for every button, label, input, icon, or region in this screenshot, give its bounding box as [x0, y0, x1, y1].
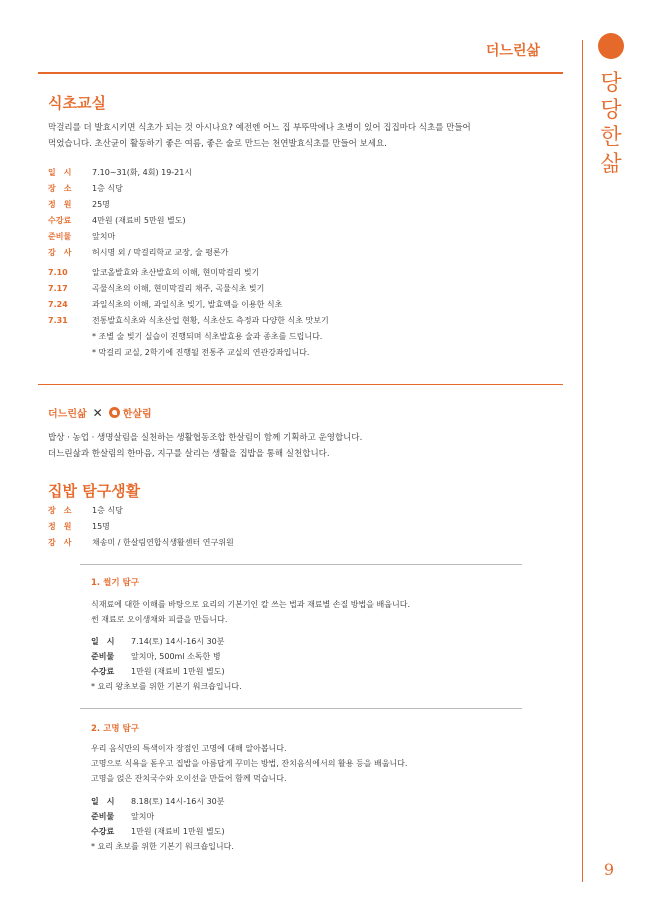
info-value: 4만원 (재료비 5만원 별도): [92, 216, 186, 225]
schedule-desc: 과일식초의 이해, 과일식초 빚기, 발효액을 이용한 식초: [92, 300, 283, 309]
info-key: 준비물: [48, 232, 72, 241]
schedule-note: [48, 329, 329, 345]
side-dot-icon: [598, 33, 624, 59]
session-info: [91, 634, 242, 694]
schedule-desc: * 조별 술 빚기 실습이 진행되며 식초발효용 술과 종초를 드립니다.: [92, 332, 323, 341]
info-value: 앞치마: [92, 232, 116, 241]
intro-line: 밥상 · 농업 · 생명살림을 실천하는 생활협동조합 한살림이 함께 기획하고 운영합니다.: [48, 433, 363, 443]
intro-line: 더느린삶과 한살림의 한마음, 지구를 살리는 생활을 집밥을 통해 실천합니다.: [48, 449, 330, 459]
info-row: [48, 213, 228, 229]
schedule-row: [48, 297, 329, 313]
info-row: [91, 649, 242, 664]
schedule-desc: 전통발효식초와 식초산업 현황, 식초산도 측정과 다양한 식초 맛보기: [92, 316, 329, 325]
info-value: 앞치마: [131, 812, 155, 821]
info-key: 준비물: [91, 812, 115, 821]
hansalim-logo-icon: [109, 407, 120, 418]
session-title: 1. 썰기 탐구: [91, 578, 139, 588]
schedule-desc: 곡물식초의 이해, 현미막걸리 채주, 곡물식초 빚기: [92, 284, 265, 293]
info-key: 장 소: [48, 506, 72, 515]
info-value: 8.18(토) 14시-16시 30분: [131, 797, 225, 806]
session-info: [91, 794, 234, 854]
side-vertical-line: [582, 40, 583, 882]
info-key: 강 사: [48, 248, 72, 257]
class2-intro: [48, 430, 558, 462]
info-row: [91, 664, 242, 679]
info-row: [91, 634, 242, 649]
class1-schedule: [48, 265, 329, 361]
side-title-char: 당: [600, 71, 622, 96]
info-row: [48, 503, 234, 519]
intro-line: 먹었습니다. 초산균이 활동하기 좋은 여름, 좋은 술로 만드는 천연발효식초를 만들어 보세요.: [48, 139, 387, 149]
info-row: [48, 197, 228, 213]
info-value: 채송미 / 한살림연합식생활센터 연구위원: [92, 538, 234, 547]
schedule-desc: 알코올발효와 초산발효의 이해, 현미막걸리 빚기: [92, 268, 260, 277]
schedule-date: 7.24: [48, 300, 68, 309]
info-row: [91, 824, 234, 839]
side-title-char: 한: [600, 125, 622, 150]
info-value: 1층 식당: [92, 184, 123, 193]
collab-header: [48, 405, 152, 420]
session-note: * 요리 왕초보를 위한 기본기 워크숍입니다.: [91, 682, 242, 691]
desc-line: 썬 재료로 오이생채와 피클을 만듭니다.: [91, 615, 228, 624]
top-divider: [38, 72, 563, 74]
info-row: [48, 165, 228, 181]
schedule-date: 7.10: [48, 268, 68, 277]
desc-line: 식재료에 대한 이해를 바탕으로 요리의 기본기인 칼 쓰는 법과 재료별 손질 방법을 배웁니다.: [91, 600, 410, 609]
side-title-char: 당: [600, 98, 622, 123]
desc-line: 고명을 얹은 잔치국수와 오이선을 만들어 함께 먹습니다.: [91, 774, 287, 783]
session-divider: [80, 564, 522, 565]
class1-intro: [48, 120, 558, 152]
session-desc: [91, 597, 410, 627]
schedule-date: 7.31: [48, 316, 68, 325]
info-key: 수강료: [48, 216, 72, 225]
info-key: 수강료: [91, 827, 115, 836]
schedule-note: [48, 345, 329, 361]
session-desc: [91, 741, 407, 786]
info-value: 7.10~31(화, 4회) 19-21시: [92, 168, 193, 177]
info-key: 준비물: [91, 652, 115, 661]
collab-partner: 한살림: [122, 409, 152, 420]
session-title: 2. 고명 탐구: [91, 724, 139, 734]
info-value: 1만원 (재료비 1만원 별도): [131, 667, 225, 676]
class1-title: 식초교실: [48, 94, 106, 112]
schedule-row: [48, 313, 329, 329]
info-key: 강 사: [48, 538, 72, 547]
info-value: 15명: [92, 522, 110, 531]
class1-info: [48, 165, 228, 261]
info-value: 1층 식당: [92, 506, 123, 515]
info-key: 일 시: [91, 637, 115, 646]
info-key: 정 원: [48, 522, 72, 531]
info-value: 25명: [92, 200, 110, 209]
info-value: 7.14(토) 14시-16시 30분: [131, 637, 225, 646]
page-number: 9: [603, 860, 615, 879]
info-row: [48, 181, 228, 197]
side-title-char: 삶: [600, 152, 622, 177]
header-brand: 더느린삶: [485, 43, 540, 59]
info-row: [48, 519, 234, 535]
info-row: [48, 245, 228, 261]
info-key: 수강료: [91, 667, 115, 676]
desc-line: 우리 음식만의 특색이자 장점인 고명에 대해 알아봅니다.: [91, 744, 287, 753]
collab-brand: 더느린삶: [48, 409, 87, 420]
schedule-date: 7.17: [48, 284, 68, 293]
info-key: 장 소: [48, 184, 72, 193]
session-divider: [80, 708, 522, 709]
info-row: [48, 535, 234, 551]
info-row: [91, 809, 234, 824]
desc-line: 고명으로 식욕을 돋우고 집밥을 아름답게 꾸미는 방법, 잔치음식에서의 활용 등을 배웁니다.: [91, 759, 408, 768]
class2-info: [48, 503, 234, 551]
schedule-desc: * 막걸리 교실, 2학기에 진행될 전통주 교실의 연관강좌입니다.: [92, 348, 310, 357]
section-divider: [38, 384, 563, 385]
info-key: 일 시: [91, 797, 115, 806]
class2-title: 집밥 탐구생활: [48, 482, 141, 500]
collab-x-icon: ✕: [92, 406, 103, 420]
info-row: [91, 794, 234, 809]
info-key: 일 시: [48, 168, 72, 177]
info-key: 정 원: [48, 200, 72, 209]
side-title: [596, 70, 626, 178]
schedule-row: [48, 281, 329, 297]
info-row: [48, 229, 228, 245]
info-value: 앞치마, 500ml 소독한 병: [131, 652, 221, 661]
intro-line: 막걸리를 더 발효시키면 식초가 되는 것 아시나요? 예전엔 어느 집 부뚜막에나 초병이 있어 집집마다 식초를 만들어: [48, 123, 471, 133]
info-value: 허시명 외 / 막걸리학교 교장, 술 평론가: [92, 248, 229, 257]
info-value: 1만원 (재료비 1만원 별도): [131, 827, 225, 836]
session-note: * 요리 초보를 위한 기본기 워크숍입니다.: [91, 842, 234, 851]
schedule-row: [48, 265, 329, 281]
